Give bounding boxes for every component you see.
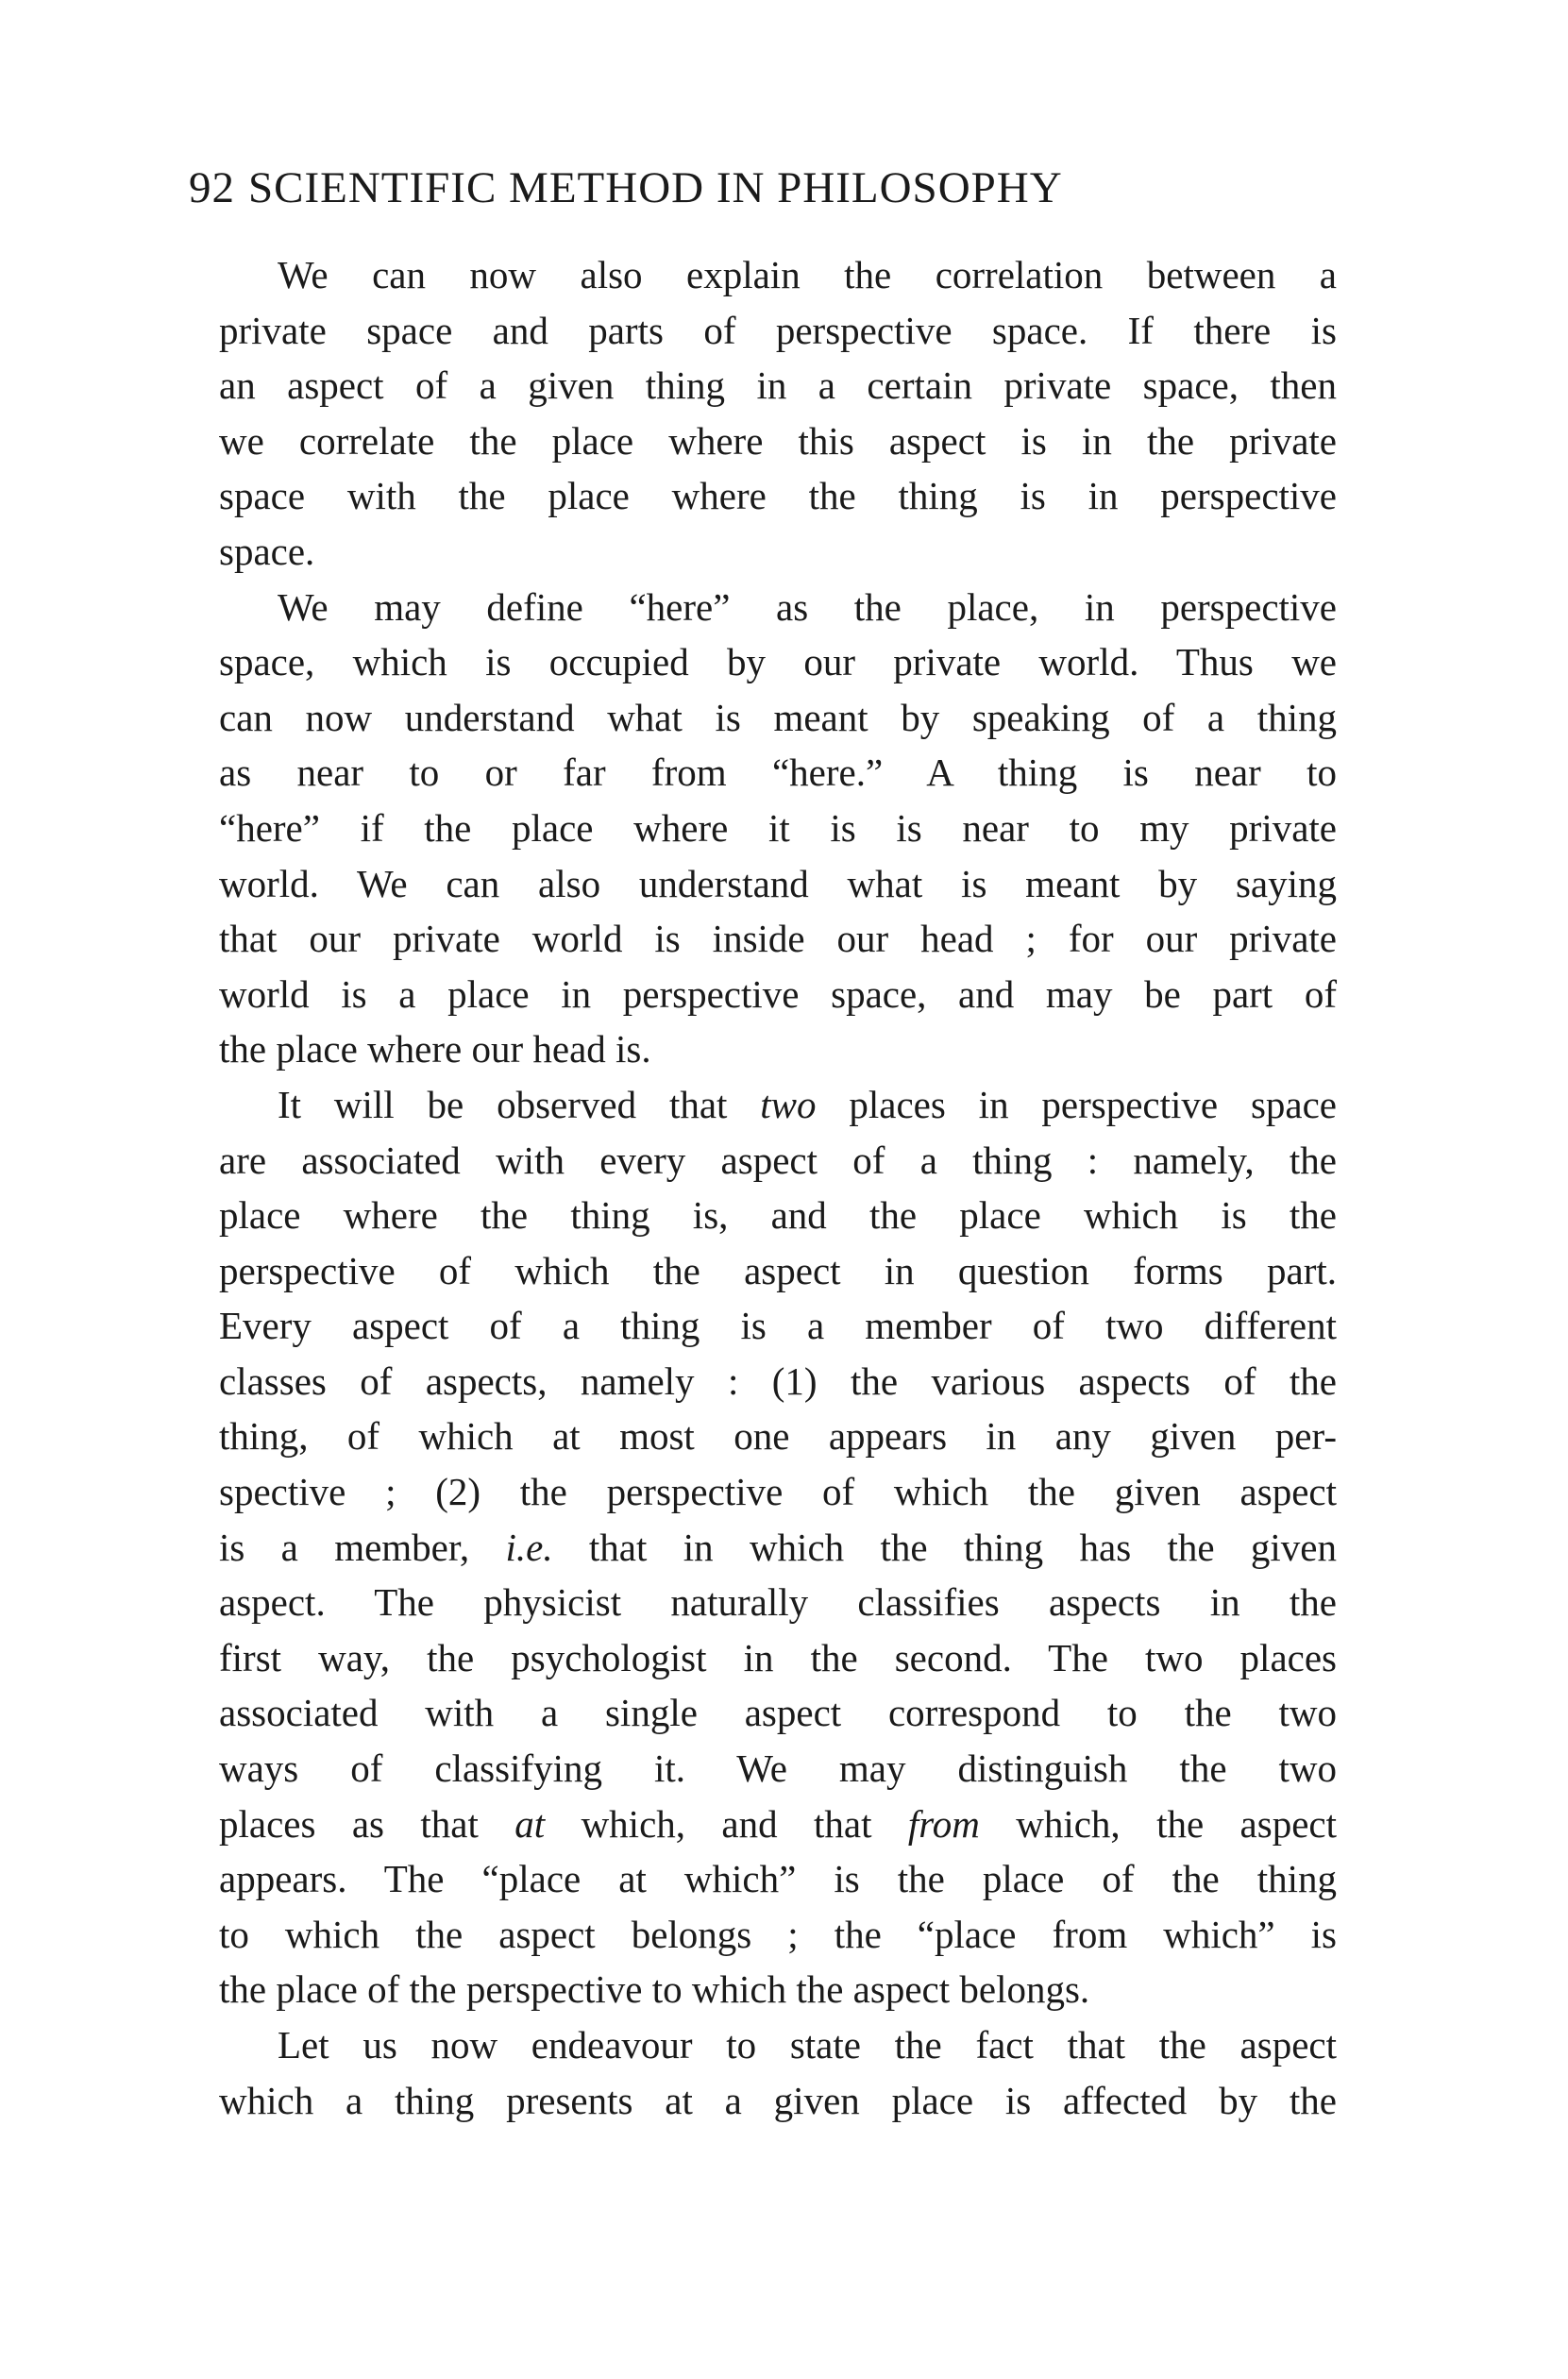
text-line: as near to or far from “here.” A thing is near to xyxy=(219,751,1337,795)
running-head xyxy=(189,157,1340,219)
text-run: places as that xyxy=(219,1801,515,1846)
text-line xyxy=(219,1077,1337,1133)
paragraph xyxy=(219,247,1337,580)
text-line: space with the place where the thing is in perspective xyxy=(219,474,1337,518)
text-line: an aspect of a given thing in a certain private space, then xyxy=(219,363,1337,408)
text-run: that in which the thing has the given xyxy=(552,1525,1337,1569)
body-text xyxy=(219,247,1337,2128)
text-run: is a member, xyxy=(219,1525,506,1569)
text-line: “here” if the place where it is is near to my private xyxy=(219,805,1337,850)
text-run: places in perspective space xyxy=(816,1082,1338,1126)
text-line: the place where our head is. xyxy=(219,1027,651,1071)
text-line: appears. The “place at which” is the place of the thing xyxy=(219,1857,1337,1901)
text-line: classes of aspects, namely : (1) the various aspects of the xyxy=(219,1358,1337,1403)
italic-run: from xyxy=(907,1801,980,1846)
paragraph xyxy=(219,580,1337,1077)
text-run: It will be observed that xyxy=(278,1082,761,1126)
text-line: space. xyxy=(219,529,315,573)
text-line: perspective of which the aspect in question forms part. xyxy=(219,1248,1337,1292)
text-line: Let us now endeavour to state the fact that the aspect xyxy=(278,2023,1337,2067)
text-line: world. We can also understand what is meant by saying xyxy=(219,861,1337,905)
italic-run: at xyxy=(514,1801,546,1846)
text-line: world is a place in perspective space, and may be part of xyxy=(219,971,1337,1016)
text-line xyxy=(219,1797,1337,1852)
text-run: which, the aspect xyxy=(979,1801,1337,1846)
paragraph xyxy=(219,1077,1337,2017)
text-line: ways of classifying it. We may distinguish the two xyxy=(219,1746,1337,1791)
text-line: are associated with every aspect of a thing : namely, the xyxy=(219,1138,1337,1182)
text-line: aspect. The physicist naturally classifies aspects in the xyxy=(219,1580,1337,1625)
paragraph xyxy=(219,2017,1337,2128)
text-line: Every aspect of a thing is a member of two different xyxy=(219,1304,1337,1348)
text-run: which, and that xyxy=(545,1801,908,1846)
text-line: We can now also explain the correlation between a xyxy=(278,253,1337,296)
text-line: that our private world is inside our head ; for our private xyxy=(219,917,1337,961)
text-line: private space and parts of perspective space. If there is xyxy=(219,308,1337,352)
text-line: We may define “here” as the place, in perspective xyxy=(278,584,1337,629)
text-line: space, which is occupied by our private world. Thus we xyxy=(219,640,1337,684)
text-line: which a thing presents at a given place is affected by the xyxy=(219,2078,1337,2122)
text-line: spective ; (2) the perspective of which the given aspect xyxy=(219,1470,1337,1514)
text-line: the place of the perspective to which the aspect belongs. xyxy=(219,1967,1090,2012)
running-title: SCIENTIFIC METHOD IN PHILOSOPHY xyxy=(248,163,1063,212)
text-line: can now understand what is meant by speaking of a thing xyxy=(219,695,1337,739)
text-line: place where the thing is, and the place which is the xyxy=(219,1193,1337,1238)
text-line: first way, the psychologist in the second. The two places xyxy=(219,1635,1337,1679)
text-line: we correlate the place where this aspect is in the private xyxy=(219,418,1337,463)
italic-run: two xyxy=(760,1082,817,1126)
text-line xyxy=(219,1520,1337,1576)
page-number: 92 xyxy=(189,163,235,212)
text-line: thing, of which at most one appears in any given per- xyxy=(219,1414,1337,1459)
text-line: to which the aspect belongs ; the “place from which” is xyxy=(219,1912,1337,1956)
italic-run: i.e. xyxy=(505,1525,553,1569)
text-line: associated with a single aspect correspond to the two xyxy=(219,1691,1337,1735)
